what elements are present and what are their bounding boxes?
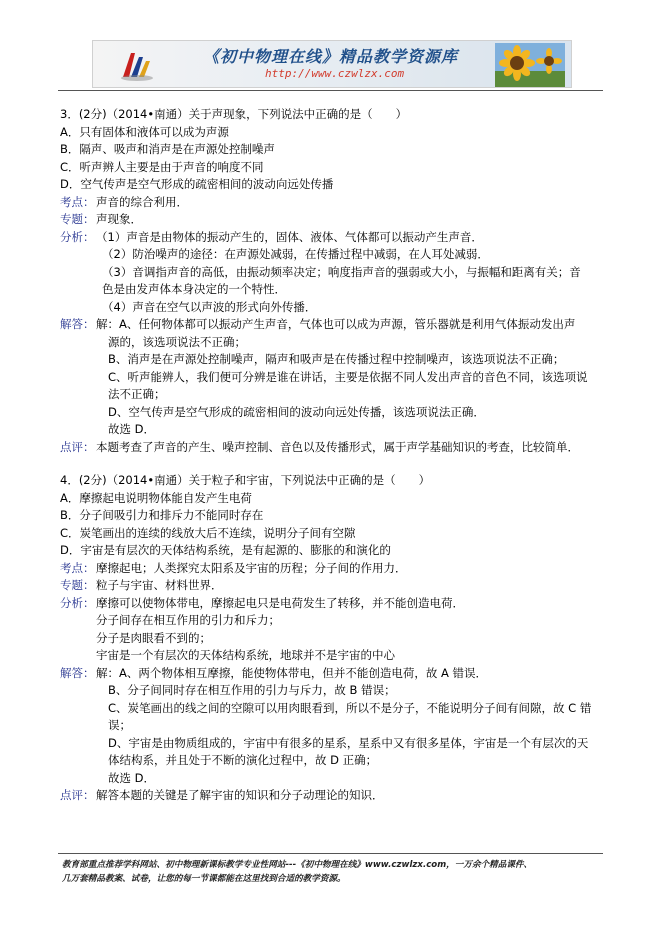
q4-jieda-line: B、分子间同时存在相互作用的引力与斥力，故 B 错误； — [108, 683, 396, 697]
q3-fenxi-line: （3）音调指声音的高低，由振动频率决定；响度指声音的强弱或大小，与振幅和距离有关；音 — [102, 264, 581, 279]
q4-jieda-line: 误； — [108, 718, 131, 732]
q3-zhuanti-label: 专题： — [60, 212, 95, 226]
q3-stem: 3．(2分)（2014•南通）关于声现象，下列说法中正确的是（ ） — [60, 107, 408, 121]
q3-dianping-row — [60, 439, 615, 457]
q4-zhuanti-row — [60, 577, 615, 595]
q3-dianping-label: 点评： — [60, 439, 95, 454]
q3-option-c: C．听声辨人主要是由于声音的响度不同 — [60, 159, 264, 174]
header-rule — [58, 90, 603, 91]
q3-jieda-line: 源的，该选项说法不正确； — [108, 334, 246, 349]
q3-option-d: D．空气传声是空气形成的疏密相间的波动向远处传播 — [60, 177, 334, 191]
header-banner — [92, 40, 572, 88]
q4-dianping-row — [60, 787, 615, 805]
q4-zhuanti: 粒子与宇宙、材料世界． — [96, 578, 223, 592]
q4-stem: 4．(2分)（2014•南通）关于粒子和宇宙，下列说法中正确的是（ ） — [60, 473, 431, 487]
q3-fenxi-label: 分析： — [60, 229, 95, 244]
q4-option-a: A．摩擦起电说明物体能自发产生电荷 — [60, 490, 252, 505]
q4-fenxi-label: 分析： — [60, 595, 95, 610]
q4-fenxi-line: 摩擦可以使物体带电，摩擦起电只是电荷发生了转移，并不能创造电荷． — [96, 595, 464, 610]
q4-fenxi-line: 宇宙是一个有层次的天体结构系统，地球并不是宇宙的中心 — [96, 648, 395, 662]
q4-zhuanti-label: 专题： — [60, 578, 95, 592]
q3-jieda-line: C、听声能辨人，我们便可分辨是谁在讲话，主要是依据不同人发出声音的音色不同，该选项说 — [108, 369, 588, 384]
page-footer — [62, 858, 607, 886]
q3-fenxi-row — [60, 229, 615, 317]
q4-kaodian-row — [60, 560, 615, 578]
q4-option-d: D．宇宙是有层次的天体结构系统，是有起源的、膨胀的和演化的 — [60, 543, 391, 557]
q3-kaodian: 声音的综合利用． — [96, 194, 188, 209]
q4-fenxi-line: 分子间存在相互作用的引力和斥力； — [96, 613, 280, 627]
sunflower-icon — [495, 43, 565, 87]
q3-zhuanti-row — [60, 211, 615, 229]
q4-jieda-line: D、宇宙是由物质组成的，宇宙中有很多的星系，星系中又有很多星体，宇宙是一个有层次的天 — [108, 735, 589, 750]
q3-zhuanti: 声现象． — [96, 212, 142, 226]
question-3 — [60, 106, 615, 456]
q4-jieda-line: C、炭笔画出的线之间的空隙可以用肉眼看到，所以不是分子，不能说明分子间有间隙，故 C 错 — [108, 700, 592, 715]
q3-jieda-line: 法不正确； — [108, 387, 166, 401]
q3-jieda-line: D、空气传声是空气形成的疏密相间的波动向远处传播，该选项说法正确． — [108, 404, 485, 419]
q3-option-b: B．隔声、吸声和消声是在声源处控制噪声 — [60, 142, 275, 156]
q4-fenxi-row — [60, 595, 615, 665]
q3-jieda-line: 故选 D． — [108, 422, 156, 436]
q4-jieda-line: 解：A、两个物体相互摩擦，能使物体带电，但并不能创造电荷，故 A 错误． — [96, 665, 488, 680]
q4-fenxi-line: 分子是肉眼看不到的； — [96, 630, 211, 645]
footer-line-2: 几万套精品教案、试卷，让您的每一节课都能在这里找到合适的教学资源。 — [62, 874, 346, 884]
footer-line-1: 教育部重点推荐学科网站、初中物理新课标教学专业性网站---《初中物理在线》www.czwlzx.com，一万余个精品课件、 — [62, 860, 533, 870]
q3-jieda-line: B、消声是在声源处控制噪声，隔声和吸声是在传播过程中控制噪声，该选项说法不正确； — [108, 352, 565, 366]
q4-jieda-label: 解答： — [60, 665, 95, 680]
q3-option-a: A．只有固体和液体可以成为声源 — [60, 124, 229, 139]
q4-dianping-label: 点评： — [60, 788, 95, 802]
question-4 — [60, 472, 615, 805]
site-logo-icon — [119, 47, 155, 83]
banner-title: 《初中物理在线》精品教学资源库 — [203, 47, 459, 66]
q4-jieda-line: 故选 D． — [108, 770, 156, 785]
q4-jieda-line: 体结构系，并且处于不断的演化过程中，故 D 正确； — [108, 753, 378, 767]
q3-jieda-row — [60, 316, 615, 439]
q3-dianping: 本题考查了声音的产生、噪声控制、音色以及传播形式，属于声学基础知识的考查，比较简单． — [96, 439, 579, 454]
q3-kaodian-row — [60, 194, 615, 212]
q4-dianping: 解答本题的关键是了解宇宙的知识和分子动理论的知识． — [96, 788, 384, 802]
q3-fenxi-line: 色是由发声体本身决定的一个特性． — [102, 282, 286, 296]
q3-jieda-line: 解：A、任何物体都可以振动产生声音，气体也可以成为声源，管乐器就是利用气体振动发出声 — [96, 317, 576, 331]
q3-kaodian-label: 考点： — [60, 194, 95, 209]
q4-option-b: B．分子间吸引力和排斥力不能同时存在 — [60, 508, 264, 522]
footer-rule — [58, 853, 603, 854]
q3-jieda-label: 解答： — [60, 317, 95, 331]
q4-option-c: C．炭笔画出的连续的线放大后不连续，说明分子间有空隙 — [60, 525, 356, 540]
q4-kaodian-label: 考点： — [60, 560, 95, 575]
q4-jieda-row — [60, 665, 615, 788]
q3-fenxi-line: （2）防治噪声的途径：在声源处减弱，在传播过程中减弱，在人耳处减弱． — [102, 247, 489, 261]
q3-fenxi-line: （4）声音在空气以声波的形式向外传播． — [102, 299, 317, 314]
q4-kaodian: 摩擦起电；人类探究太阳系及宇宙的历程；分子间的作用力． — [96, 560, 407, 575]
banner-url[interactable]: http://www.czwlzx.com — [265, 67, 405, 80]
q3-fenxi-line: （1）声音是由物体的振动产生的，固体、液体、气体都可以振动产生声音． — [96, 229, 483, 244]
